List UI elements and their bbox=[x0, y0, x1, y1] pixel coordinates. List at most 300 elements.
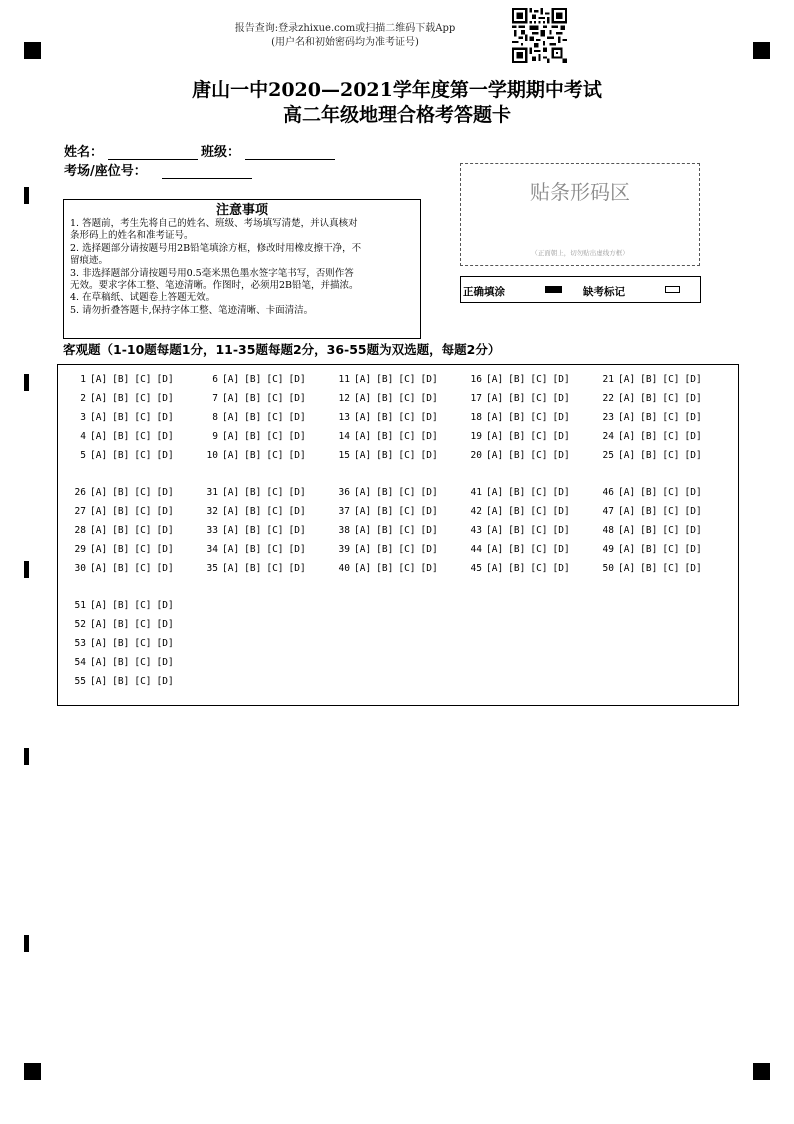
option-bubble-d[interactable]: [D] bbox=[156, 487, 174, 498]
question-number: 32 bbox=[206, 506, 218, 517]
option-bubble-c[interactable]: [C] bbox=[530, 487, 548, 498]
option-bubble-a[interactable]: [A] bbox=[90, 487, 108, 498]
option-bubble-b[interactable]: [B] bbox=[244, 506, 262, 517]
option-bubble-b[interactable]: [B] bbox=[112, 544, 130, 555]
option-bubble-b[interactable]: [B] bbox=[112, 525, 130, 536]
option-bubble-c[interactable]: [C] bbox=[134, 412, 152, 423]
question-30 bbox=[72, 563, 179, 575]
question-number: 15 bbox=[338, 450, 350, 461]
option-bubble-a[interactable]: [A] bbox=[222, 544, 240, 555]
option-bubble-b[interactable]: [B] bbox=[112, 506, 130, 517]
question-number: 26 bbox=[74, 487, 86, 498]
option-bubble-a[interactable]: [A] bbox=[354, 525, 372, 536]
option-bubble-b[interactable]: [B] bbox=[112, 638, 130, 649]
option-bubble-a[interactable]: [A] bbox=[618, 525, 636, 536]
option-bubble-a[interactable]: [A] bbox=[354, 431, 372, 442]
option-bubble-a[interactable]: [A] bbox=[486, 412, 504, 423]
notice-line: 留痕迹。 bbox=[70, 255, 109, 267]
option-bubble-c[interactable]: [C] bbox=[398, 393, 416, 404]
question-38 bbox=[336, 525, 443, 537]
option-bubble-d[interactable]: [D] bbox=[420, 412, 438, 423]
option-bubble-c[interactable]: [C] bbox=[398, 450, 416, 461]
option-bubble-b[interactable]: [B] bbox=[640, 412, 658, 423]
question-number: 52 bbox=[74, 619, 86, 630]
option-bubble-c[interactable]: [C] bbox=[134, 487, 152, 498]
option-bubble-c[interactable]: [C] bbox=[266, 544, 284, 555]
question-number: 51 bbox=[74, 600, 86, 611]
option-bubble-c[interactable]: [C] bbox=[662, 506, 680, 517]
option-bubble-b[interactable]: [B] bbox=[640, 487, 658, 498]
option-bubble-b[interactable]: [B] bbox=[112, 676, 130, 687]
option-bubble-b[interactable]: [B] bbox=[112, 657, 130, 668]
question-number: 36 bbox=[338, 487, 350, 498]
notice-line: 条形码上的姓名和准考证号。 bbox=[70, 230, 194, 242]
option-bubble-a[interactable]: [A] bbox=[354, 412, 372, 423]
question-54 bbox=[72, 657, 179, 669]
question-24 bbox=[600, 431, 707, 443]
option-bubble-d[interactable]: [D] bbox=[684, 393, 702, 404]
option-bubble-c[interactable]: [C] bbox=[266, 506, 284, 517]
option-bubble-a[interactable]: [A] bbox=[618, 431, 636, 442]
option-bubble-c[interactable]: [C] bbox=[398, 563, 416, 574]
fill-legend bbox=[460, 276, 701, 303]
option-bubble-d[interactable]: [D] bbox=[552, 563, 570, 574]
option-bubble-a[interactable]: [A] bbox=[354, 506, 372, 517]
option-bubble-d[interactable]: [D] bbox=[684, 374, 702, 385]
question-1 bbox=[72, 374, 179, 386]
question-49 bbox=[600, 544, 707, 556]
question-number: 11 bbox=[338, 374, 350, 385]
option-bubble-c[interactable]: [C] bbox=[134, 638, 152, 649]
question-number: 27 bbox=[74, 506, 86, 517]
option-bubble-b[interactable]: [B] bbox=[376, 374, 394, 385]
option-bubble-a[interactable]: [A] bbox=[222, 431, 240, 442]
option-bubble-c[interactable]: [C] bbox=[398, 506, 416, 517]
option-bubble-a[interactable]: [A] bbox=[90, 676, 108, 687]
option-bubble-b[interactable]: [B] bbox=[508, 412, 526, 423]
option-bubble-b[interactable]: [B] bbox=[376, 525, 394, 536]
option-bubble-a[interactable]: [A] bbox=[618, 487, 636, 498]
barcode-area[interactable] bbox=[460, 163, 700, 266]
question-10 bbox=[204, 450, 311, 462]
question-4 bbox=[72, 431, 179, 443]
question-number: 21 bbox=[602, 374, 614, 385]
option-bubble-a[interactable]: [A] bbox=[486, 450, 504, 461]
question-number: 48 bbox=[602, 525, 614, 536]
question-20 bbox=[468, 450, 575, 462]
option-bubble-d[interactable]: [D] bbox=[156, 506, 174, 517]
option-bubble-d[interactable]: [D] bbox=[684, 431, 702, 442]
room-seat-label: 考场/座位号： bbox=[64, 164, 147, 179]
option-bubble-a[interactable]: [A] bbox=[354, 544, 372, 555]
option-bubble-c[interactable]: [C] bbox=[398, 412, 416, 423]
option-bubble-a[interactable]: [A] bbox=[222, 393, 240, 404]
option-bubble-b[interactable]: [B] bbox=[508, 431, 526, 442]
option-bubble-a[interactable]: [A] bbox=[618, 412, 636, 423]
option-bubble-a[interactable]: [A] bbox=[90, 563, 108, 574]
option-bubble-b[interactable]: [B] bbox=[640, 450, 658, 461]
option-bubble-b[interactable]: [B] bbox=[244, 487, 262, 498]
name-field[interactable] bbox=[108, 159, 198, 160]
notice-line: 4. 在草稿纸、试题卷上答题无效。 bbox=[70, 292, 216, 304]
option-bubble-d[interactable]: [D] bbox=[684, 506, 702, 517]
option-bubble-b[interactable]: [B] bbox=[508, 525, 526, 536]
option-bubble-c[interactable]: [C] bbox=[398, 487, 416, 498]
option-bubble-c[interactable]: [C] bbox=[134, 657, 152, 668]
report-line-2: (用户名和初始密码均为准考证号) bbox=[271, 37, 419, 48]
corner-mark-top-left bbox=[24, 42, 41, 59]
option-bubble-b[interactable]: [B] bbox=[508, 487, 526, 498]
question-number: 49 bbox=[602, 544, 614, 555]
option-bubble-c[interactable]: [C] bbox=[134, 525, 152, 536]
option-bubble-b[interactable]: [B] bbox=[244, 431, 262, 442]
question-13 bbox=[336, 412, 443, 424]
option-bubble-b[interactable]: [B] bbox=[508, 374, 526, 385]
option-bubble-a[interactable]: [A] bbox=[222, 525, 240, 536]
option-bubble-b[interactable]: [B] bbox=[376, 393, 394, 404]
exam-subtitle: 高二年级地理合格考答题卡 bbox=[282, 104, 511, 126]
option-bubble-c[interactable]: [C] bbox=[266, 431, 284, 442]
option-bubble-a[interactable]: [A] bbox=[90, 638, 108, 649]
option-bubble-a[interactable]: [A] bbox=[486, 487, 504, 498]
option-bubble-d[interactable]: [D] bbox=[156, 638, 174, 649]
option-bubble-b[interactable]: [B] bbox=[376, 544, 394, 555]
option-bubble-c[interactable]: [C] bbox=[530, 544, 548, 555]
option-bubble-d[interactable]: [D] bbox=[156, 600, 174, 611]
option-bubble-c[interactable]: [C] bbox=[530, 563, 548, 574]
question-number: 24 bbox=[602, 431, 614, 442]
option-bubble-a[interactable]: [A] bbox=[354, 450, 372, 461]
answer-grid bbox=[57, 364, 739, 706]
option-bubble-a[interactable]: [A] bbox=[486, 374, 504, 385]
question-number: 18 bbox=[470, 412, 482, 423]
option-bubble-d[interactable]: [D] bbox=[420, 506, 438, 517]
option-bubble-a[interactable]: [A] bbox=[354, 374, 372, 385]
option-bubble-d[interactable]: [D] bbox=[156, 563, 174, 574]
notice-line: 无效。要求字体工整、笔迹清晰。作图时，必须用2B铅笔，并描浓。 bbox=[70, 280, 359, 292]
option-bubble-c[interactable]: [C] bbox=[530, 431, 548, 442]
option-bubble-a[interactable]: [A] bbox=[618, 393, 636, 404]
option-bubble-d[interactable]: [D] bbox=[420, 450, 438, 461]
option-bubble-c[interactable]: [C] bbox=[134, 619, 152, 630]
option-bubble-a[interactable]: [A] bbox=[486, 431, 504, 442]
option-bubble-c[interactable]: [C] bbox=[662, 393, 680, 404]
option-bubble-a[interactable]: [A] bbox=[618, 450, 636, 461]
option-bubble-a[interactable]: [A] bbox=[222, 506, 240, 517]
option-bubble-b[interactable]: [B] bbox=[244, 374, 262, 385]
option-bubble-a[interactable]: [A] bbox=[354, 563, 372, 574]
question-number: 42 bbox=[470, 506, 482, 517]
question-number: 30 bbox=[74, 563, 86, 574]
option-bubble-d[interactable]: [D] bbox=[420, 544, 438, 555]
option-bubble-a[interactable]: [A] bbox=[90, 431, 108, 442]
option-bubble-d[interactable]: [D] bbox=[552, 431, 570, 442]
option-bubble-d[interactable]: [D] bbox=[552, 506, 570, 517]
option-bubble-c[interactable]: [C] bbox=[134, 563, 152, 574]
qr-code-icon[interactable] bbox=[512, 8, 567, 63]
option-bubble-d[interactable]: [D] bbox=[288, 412, 306, 423]
option-bubble-d[interactable]: [D] bbox=[684, 563, 702, 574]
option-bubble-a[interactable]: [A] bbox=[90, 506, 108, 517]
option-bubble-d[interactable]: [D] bbox=[552, 412, 570, 423]
option-bubble-c[interactable]: [C] bbox=[530, 374, 548, 385]
option-bubble-d[interactable]: [D] bbox=[156, 619, 174, 630]
option-bubble-c[interactable]: [C] bbox=[266, 450, 284, 461]
option-bubble-c[interactable]: [C] bbox=[530, 506, 548, 517]
question-16 bbox=[468, 374, 575, 386]
question-number: 53 bbox=[74, 638, 86, 649]
option-bubble-a[interactable]: [A] bbox=[354, 393, 372, 404]
option-bubble-b[interactable]: [B] bbox=[112, 450, 130, 461]
option-bubble-c[interactable]: [C] bbox=[266, 563, 284, 574]
option-bubble-a[interactable]: [A] bbox=[222, 450, 240, 461]
question-number: 55 bbox=[74, 676, 86, 687]
timing-mark bbox=[24, 748, 29, 765]
option-bubble-b[interactable]: [B] bbox=[640, 506, 658, 517]
option-bubble-b[interactable]: [B] bbox=[640, 393, 658, 404]
option-bubble-b[interactable]: [B] bbox=[112, 431, 130, 442]
option-bubble-c[interactable]: [C] bbox=[266, 525, 284, 536]
question-51 bbox=[72, 600, 179, 612]
question-number: 34 bbox=[206, 544, 218, 555]
option-bubble-c[interactable]: [C] bbox=[134, 544, 152, 555]
option-bubble-d[interactable]: [D] bbox=[420, 487, 438, 498]
option-bubble-a[interactable]: [A] bbox=[618, 563, 636, 574]
question-33 bbox=[204, 525, 311, 537]
question-8 bbox=[204, 412, 311, 424]
option-bubble-d[interactable]: [D] bbox=[684, 487, 702, 498]
option-bubble-d[interactable]: [D] bbox=[420, 374, 438, 385]
question-number: 35 bbox=[206, 563, 218, 574]
option-bubble-c[interactable]: [C] bbox=[530, 450, 548, 461]
option-bubble-c[interactable]: [C] bbox=[134, 374, 152, 385]
option-bubble-b[interactable]: [B] bbox=[376, 487, 394, 498]
option-bubble-a[interactable]: [A] bbox=[486, 506, 504, 517]
option-bubble-a[interactable]: [A] bbox=[486, 563, 504, 574]
option-bubble-b[interactable]: [B] bbox=[112, 600, 130, 611]
option-bubble-a[interactable]: [A] bbox=[90, 657, 108, 668]
timing-mark bbox=[24, 561, 29, 578]
option-bubble-d[interactable]: [D] bbox=[156, 374, 174, 385]
option-bubble-c[interactable]: [C] bbox=[266, 487, 284, 498]
option-bubble-d[interactable]: [D] bbox=[156, 525, 174, 536]
option-bubble-b[interactable]: [B] bbox=[640, 525, 658, 536]
option-bubble-a[interactable]: [A] bbox=[90, 393, 108, 404]
option-bubble-d[interactable]: [D] bbox=[288, 374, 306, 385]
option-bubble-c[interactable]: [C] bbox=[398, 525, 416, 536]
option-bubble-b[interactable]: [B] bbox=[112, 619, 130, 630]
option-bubble-d[interactable]: [D] bbox=[420, 525, 438, 536]
option-bubble-c[interactable]: [C] bbox=[134, 506, 152, 517]
option-bubble-b[interactable]: [B] bbox=[640, 431, 658, 442]
class-field[interactable] bbox=[245, 159, 335, 160]
option-bubble-d[interactable]: [D] bbox=[552, 393, 570, 404]
option-bubble-c[interactable]: [C] bbox=[134, 431, 152, 442]
option-bubble-b[interactable]: [B] bbox=[376, 412, 394, 423]
question-14 bbox=[336, 431, 443, 443]
option-bubble-a[interactable]: [A] bbox=[90, 412, 108, 423]
notice-title: 注意事项 bbox=[215, 203, 268, 218]
option-bubble-c[interactable]: [C] bbox=[398, 544, 416, 555]
notice-line: 2. 选择题部分请按题号用2B铅笔填涂方框，修改时用橡皮擦干净，不 bbox=[70, 242, 362, 254]
option-bubble-b[interactable]: [B] bbox=[508, 544, 526, 555]
option-bubble-d[interactable]: [D] bbox=[288, 506, 306, 517]
question-number: 2 bbox=[80, 393, 86, 404]
option-bubble-d[interactable]: [D] bbox=[420, 393, 438, 404]
room-seat-field[interactable] bbox=[162, 178, 252, 179]
option-bubble-b[interactable]: [B] bbox=[112, 563, 130, 574]
option-bubble-d[interactable]: [D] bbox=[552, 525, 570, 536]
option-bubble-d[interactable]: [D] bbox=[684, 544, 702, 555]
option-bubble-a[interactable]: [A] bbox=[222, 563, 240, 574]
option-bubble-d[interactable]: [D] bbox=[288, 393, 306, 404]
option-bubble-a[interactable]: [A] bbox=[90, 450, 108, 461]
option-bubble-a[interactable]: [A] bbox=[618, 506, 636, 517]
option-bubble-c[interactable]: [C] bbox=[134, 393, 152, 404]
question-number: 37 bbox=[338, 506, 350, 517]
option-bubble-c[interactable]: [C] bbox=[662, 412, 680, 423]
option-bubble-b[interactable]: [B] bbox=[508, 393, 526, 404]
absent-mark-label: 缺考标记 bbox=[583, 286, 625, 298]
option-bubble-d[interactable]: [D] bbox=[684, 412, 702, 423]
option-bubble-d[interactable]: [D] bbox=[684, 450, 702, 461]
question-number: 38 bbox=[338, 525, 350, 536]
question-45 bbox=[468, 563, 575, 575]
question-number: 17 bbox=[470, 393, 482, 404]
option-bubble-b[interactable]: [B] bbox=[640, 544, 658, 555]
option-bubble-d[interactable]: [D] bbox=[552, 374, 570, 385]
option-bubble-c[interactable]: [C] bbox=[662, 563, 680, 574]
absent-mark-checkbox[interactable] bbox=[665, 286, 680, 293]
option-bubble-c[interactable]: [C] bbox=[398, 431, 416, 442]
option-bubble-d[interactable]: [D] bbox=[552, 450, 570, 461]
question-11 bbox=[336, 374, 443, 386]
option-bubble-b[interactable]: [B] bbox=[244, 544, 262, 555]
option-bubble-b[interactable]: [B] bbox=[112, 487, 130, 498]
option-bubble-d[interactable]: [D] bbox=[156, 544, 174, 555]
option-bubble-a[interactable]: [A] bbox=[90, 374, 108, 385]
question-2 bbox=[72, 393, 179, 405]
option-bubble-d[interactable]: [D] bbox=[156, 657, 174, 668]
option-bubble-c[interactable]: [C] bbox=[134, 600, 152, 611]
option-bubble-c[interactable]: [C] bbox=[662, 374, 680, 385]
option-bubble-c[interactable]: [C] bbox=[134, 450, 152, 461]
question-27 bbox=[72, 506, 179, 518]
option-bubble-d[interactable]: [D] bbox=[552, 544, 570, 555]
option-bubble-c[interactable]: [C] bbox=[662, 487, 680, 498]
option-bubble-b[interactable]: [B] bbox=[376, 563, 394, 574]
option-bubble-b[interactable]: [B] bbox=[508, 450, 526, 461]
option-bubble-b[interactable]: [B] bbox=[376, 431, 394, 442]
option-bubble-d[interactable]: [D] bbox=[420, 563, 438, 574]
option-bubble-b[interactable]: [B] bbox=[508, 506, 526, 517]
question-19 bbox=[468, 431, 575, 443]
option-bubble-b[interactable]: [B] bbox=[640, 563, 658, 574]
option-bubble-d[interactable]: [D] bbox=[156, 393, 174, 404]
option-bubble-d[interactable]: [D] bbox=[288, 525, 306, 536]
correct-fill-label: 正确填涂 bbox=[463, 286, 505, 298]
option-bubble-b[interactable]: [B] bbox=[376, 450, 394, 461]
question-23 bbox=[600, 412, 707, 424]
option-bubble-b[interactable]: [B] bbox=[112, 393, 130, 404]
option-bubble-a[interactable]: [A] bbox=[90, 600, 108, 611]
option-bubble-a[interactable]: [A] bbox=[354, 487, 372, 498]
option-bubble-a[interactable]: [A] bbox=[618, 544, 636, 555]
option-bubble-c[interactable]: [C] bbox=[530, 393, 548, 404]
option-bubble-b[interactable]: [B] bbox=[112, 374, 130, 385]
option-bubble-b[interactable]: [B] bbox=[244, 563, 262, 574]
option-bubble-a[interactable]: [A] bbox=[618, 374, 636, 385]
option-bubble-b[interactable]: [B] bbox=[640, 374, 658, 385]
option-bubble-c[interactable]: [C] bbox=[530, 525, 548, 536]
question-3 bbox=[72, 412, 179, 424]
question-number: 33 bbox=[206, 525, 218, 536]
option-bubble-c[interactable]: [C] bbox=[266, 412, 284, 423]
option-bubble-c[interactable]: [C] bbox=[662, 431, 680, 442]
option-bubble-d[interactable]: [D] bbox=[288, 450, 306, 461]
option-bubble-a[interactable]: [A] bbox=[222, 412, 240, 423]
option-bubble-c[interactable]: [C] bbox=[662, 544, 680, 555]
option-bubble-b[interactable]: [B] bbox=[376, 506, 394, 517]
option-bubble-a[interactable]: [A] bbox=[90, 544, 108, 555]
option-bubble-c[interactable]: [C] bbox=[266, 393, 284, 404]
option-bubble-d[interactable]: [D] bbox=[156, 676, 174, 687]
option-bubble-c[interactable]: [C] bbox=[134, 676, 152, 687]
question-number: 40 bbox=[338, 563, 350, 574]
option-bubble-d[interactable]: [D] bbox=[156, 412, 174, 423]
question-number: 50 bbox=[602, 563, 614, 574]
question-number: 31 bbox=[206, 487, 218, 498]
objective-section-title: 客观题（1-10题每题1分，11-35题每题2分，36-55题为双选题，每题2分） bbox=[63, 342, 501, 357]
option-bubble-c[interactable]: [C] bbox=[398, 374, 416, 385]
option-bubble-b[interactable]: [B] bbox=[508, 563, 526, 574]
option-bubble-c[interactable]: [C] bbox=[662, 525, 680, 536]
option-bubble-d[interactable]: [D] bbox=[156, 431, 174, 442]
question-55 bbox=[72, 676, 179, 688]
option-bubble-a[interactable]: [A] bbox=[90, 525, 108, 536]
option-bubble-b[interactable]: [B] bbox=[112, 412, 130, 423]
option-bubble-c[interactable]: [C] bbox=[530, 412, 548, 423]
option-bubble-c[interactable]: [C] bbox=[266, 374, 284, 385]
question-50 bbox=[600, 563, 707, 575]
option-bubble-d[interactable]: [D] bbox=[288, 563, 306, 574]
option-bubble-d[interactable]: [D] bbox=[684, 525, 702, 536]
exam-title: 唐山一中2020—2021学年度第一学期期中考试 bbox=[192, 79, 602, 101]
option-bubble-a[interactable]: [A] bbox=[486, 544, 504, 555]
option-bubble-d[interactable]: [D] bbox=[156, 450, 174, 461]
option-bubble-d[interactable]: [D] bbox=[420, 431, 438, 442]
option-bubble-b[interactable]: [B] bbox=[244, 412, 262, 423]
option-bubble-a[interactable]: [A] bbox=[222, 374, 240, 385]
option-bubble-a[interactable]: [A] bbox=[486, 393, 504, 404]
question-35 bbox=[204, 563, 311, 575]
option-bubble-a[interactable]: [A] bbox=[222, 487, 240, 498]
option-bubble-d[interactable]: [D] bbox=[288, 544, 306, 555]
question-25 bbox=[600, 450, 707, 462]
question-17 bbox=[468, 393, 575, 405]
option-bubble-d[interactable]: [D] bbox=[552, 487, 570, 498]
option-bubble-d[interactable]: [D] bbox=[288, 431, 306, 442]
option-bubble-b[interactable]: [B] bbox=[244, 393, 262, 404]
option-bubble-a[interactable]: [A] bbox=[90, 619, 108, 630]
barcode-area-title: 贴条形码区 bbox=[530, 180, 630, 204]
option-bubble-b[interactable]: [B] bbox=[244, 525, 262, 536]
option-bubble-b[interactable]: [B] bbox=[244, 450, 262, 461]
option-bubble-d[interactable]: [D] bbox=[288, 487, 306, 498]
question-number: 1 bbox=[80, 374, 86, 385]
option-bubble-a[interactable]: [A] bbox=[486, 525, 504, 536]
option-bubble-c[interactable]: [C] bbox=[662, 450, 680, 461]
